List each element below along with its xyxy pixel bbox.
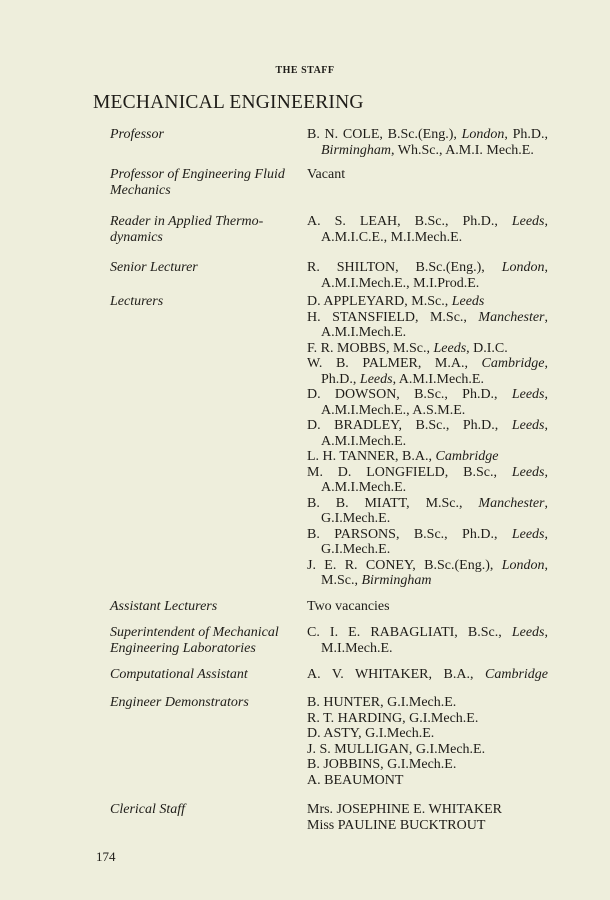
staff-line — [307, 726, 548, 742]
position-label — [110, 214, 300, 245]
institution-text: Cambridge — [485, 667, 548, 682]
staff-line — [307, 542, 548, 558]
position-label — [110, 127, 300, 143]
staff-names — [307, 625, 548, 656]
staff-line — [307, 641, 548, 657]
staff-line — [307, 294, 548, 310]
institution-text: London — [461, 127, 505, 142]
staff-line — [307, 695, 548, 711]
staff-line — [307, 625, 548, 641]
name-text: A. BEAUMONT — [307, 772, 404, 788]
staff-line — [307, 372, 548, 388]
staff-line — [307, 527, 548, 543]
name-text: J. S. MULLIGAN, G.I.Mech.E. — [307, 741, 486, 757]
staff-line — [307, 418, 548, 434]
name-text: , A.M.I.Mech.E. — [392, 371, 484, 387]
position-label-line: Reader in Applied Thermo- — [110, 214, 264, 229]
name-text: , — [544, 260, 548, 275]
name-text: M.Sc., — [321, 573, 362, 588]
name-text: B. B. MIATT, M.Sc., — [307, 495, 479, 511]
position-label-line: Superintendent of Mechanical — [110, 625, 279, 640]
institution-text: Cambridge — [435, 449, 499, 464]
page-number: 174 — [96, 849, 116, 864]
name-text: A.M.I.C.E., M.I.Mech.E. — [321, 229, 463, 245]
name-text: H. STANSFIELD, M.Sc., — [307, 309, 479, 325]
institution-text: London — [501, 260, 545, 275]
staff-line — [307, 356, 548, 372]
name-text: , — [544, 418, 548, 433]
institution-text: Manchester — [478, 495, 545, 511]
name-text: D. DOWSON, B.Sc., Ph.D., — [307, 387, 512, 402]
staff-line — [307, 511, 548, 527]
name-text: , D.I.C. — [466, 340, 508, 356]
name-text: R. T. HARDING, G.I.Mech.E. — [307, 710, 479, 726]
name-text: , — [544, 625, 548, 640]
staff-line — [307, 341, 548, 357]
institution-text: Leeds — [359, 371, 393, 387]
staff-line — [307, 802, 548, 818]
name-text: G.I.Mech.E. — [321, 511, 391, 526]
staff-line — [307, 465, 548, 481]
institution-text: Leeds — [451, 294, 485, 309]
name-text: A.M.I.Mech.E. — [321, 433, 407, 449]
position-label-line: Mechanics — [110, 182, 171, 198]
staff-line — [307, 434, 548, 450]
name-text: , — [544, 495, 548, 511]
name-text: B. N. COLE, B.Sc.(Eng.), — [307, 127, 462, 142]
name-text: Vacant — [307, 167, 346, 182]
staff-names — [307, 214, 548, 245]
position-label — [110, 294, 300, 310]
name-text: , Wh.Sc., A.M.I. Mech.E. — [391, 142, 534, 158]
name-text: A.M.I.Mech.E. — [321, 480, 407, 495]
name-text: A.M.I.Mech.E., A.S.M.E. — [321, 402, 466, 418]
name-text: , — [544, 356, 548, 371]
name-text: Mrs. JOSEPHINE E. WHITAKER — [307, 802, 503, 817]
name-text: Two vacancies — [307, 599, 390, 614]
institution-text: Leeds — [511, 464, 545, 480]
position-label — [110, 260, 300, 276]
staff-line — [307, 310, 548, 326]
name-text: D. ASTY, G.I.Mech.E. — [307, 726, 435, 741]
staff-line — [307, 260, 548, 276]
staff-line — [307, 711, 548, 727]
staff-line — [307, 127, 548, 143]
name-text: B. HUNTER, G.I.Mech.E. — [307, 695, 457, 710]
name-text: M. D. LONGFIELD, B.Sc., — [307, 464, 512, 480]
name-text: , Ph.D., — [504, 127, 548, 142]
name-text: , — [544, 309, 548, 325]
name-text: C. I. E. RABAGLIATI, B.Sc., — [307, 625, 512, 640]
position-label — [110, 167, 300, 198]
position-label — [110, 667, 300, 683]
staff-names — [307, 802, 548, 833]
staff-line — [307, 325, 548, 341]
staff-names — [307, 260, 548, 291]
staff-line — [307, 773, 548, 789]
name-text: J. E. R. CONEY, B.Sc.(Eng.), — [307, 557, 502, 573]
position-label-line: Lecturers — [110, 294, 164, 309]
staff-names — [307, 127, 548, 158]
institution-text: Leeds — [433, 340, 467, 356]
position-label-line: Engineer Demonstrators — [110, 695, 249, 710]
name-text: M.I.Mech.E. — [321, 640, 393, 656]
position-label-line: Computational Assistant — [110, 667, 248, 682]
position-label — [110, 695, 300, 711]
name-text: A. S. LEAH, B.Sc., Ph.D., — [307, 214, 512, 229]
staff-line — [307, 387, 548, 403]
name-text: , — [544, 214, 548, 229]
position-label-line: Senior Lecturer — [110, 260, 198, 275]
name-text: L. H. TANNER, B.A., — [307, 449, 436, 464]
staff-line — [307, 167, 548, 183]
institution-text: Cambridge — [481, 356, 545, 371]
institution-text: Leeds — [511, 387, 545, 402]
name-text: B. JOBBINS, G.I.Mech.E. — [307, 757, 457, 772]
position-label — [110, 625, 300, 656]
name-text: G.I.Mech.E. — [321, 542, 391, 557]
position-label — [110, 599, 300, 615]
staff-line — [307, 480, 548, 496]
institution-text: Leeds — [511, 526, 545, 542]
name-text: F. R. MOBBS, M.Sc., — [307, 340, 434, 356]
department-title: MECHANICAL ENGINEERING — [93, 92, 364, 113]
name-text: A.M.I.Mech.E., M.I.Prod.E. — [321, 275, 480, 291]
institution-text: Birmingham — [321, 142, 391, 158]
position-label-line: Professor — [110, 127, 164, 142]
institution-text: London — [501, 557, 545, 573]
name-text: D. APPLEYARD, M.Sc., — [307, 294, 452, 309]
position-label-line: Professor of Engineering Fluid — [110, 167, 285, 182]
staff-line — [307, 276, 548, 292]
staff-line — [307, 496, 548, 512]
staff-names — [307, 599, 548, 615]
name-text: Ph.D., — [321, 371, 360, 387]
position-label-line: dynamics — [110, 229, 163, 245]
name-text: , — [544, 464, 548, 480]
name-text: , — [544, 557, 548, 573]
name-text: Miss PAULINE BUCKTROUT — [307, 817, 486, 833]
position-label — [110, 802, 300, 818]
position-label-line: Clerical Staff — [110, 802, 186, 817]
staff-line — [307, 214, 548, 230]
position-label-line: Assistant Lecturers — [110, 599, 218, 614]
name-text: D. BRADLEY, B.Sc., Ph.D., — [307, 418, 512, 433]
name-text: , — [544, 387, 548, 402]
staff-names — [307, 667, 548, 683]
staff-line — [307, 403, 548, 419]
name-text: B. PARSONS, B.Sc., Ph.D., — [307, 526, 512, 542]
staff-names — [307, 695, 548, 788]
name-text: W. B. PALMER, M.A., — [307, 356, 482, 371]
staff-line — [307, 230, 548, 246]
name-text: A. V. WHITAKER, B.A., — [307, 667, 485, 682]
staff-names — [307, 294, 548, 589]
staff-line — [307, 599, 548, 615]
staff-line — [307, 143, 548, 159]
position-label-line: Engineering Laboratories — [110, 640, 256, 656]
staff-names — [307, 167, 548, 183]
running-head: THE STAFF — [275, 65, 335, 76]
institution-text: Birmingham — [361, 573, 432, 588]
name-text: A.M.I.Mech.E. — [321, 325, 407, 340]
staff-line — [307, 742, 548, 758]
staff-line — [307, 667, 548, 683]
institution-text: Leeds — [511, 625, 545, 640]
staff-line — [307, 558, 548, 574]
institution-text: Leeds — [511, 214, 545, 229]
staff-line — [307, 818, 548, 834]
institution-text: Manchester — [478, 309, 545, 325]
name-text: , — [544, 526, 548, 542]
staff-line — [307, 757, 548, 773]
staff-line — [307, 449, 548, 465]
name-text: R. SHILTON, B.Sc.(Eng.), — [307, 260, 502, 275]
institution-text: Leeds — [511, 418, 545, 433]
staff-line — [307, 573, 548, 589]
